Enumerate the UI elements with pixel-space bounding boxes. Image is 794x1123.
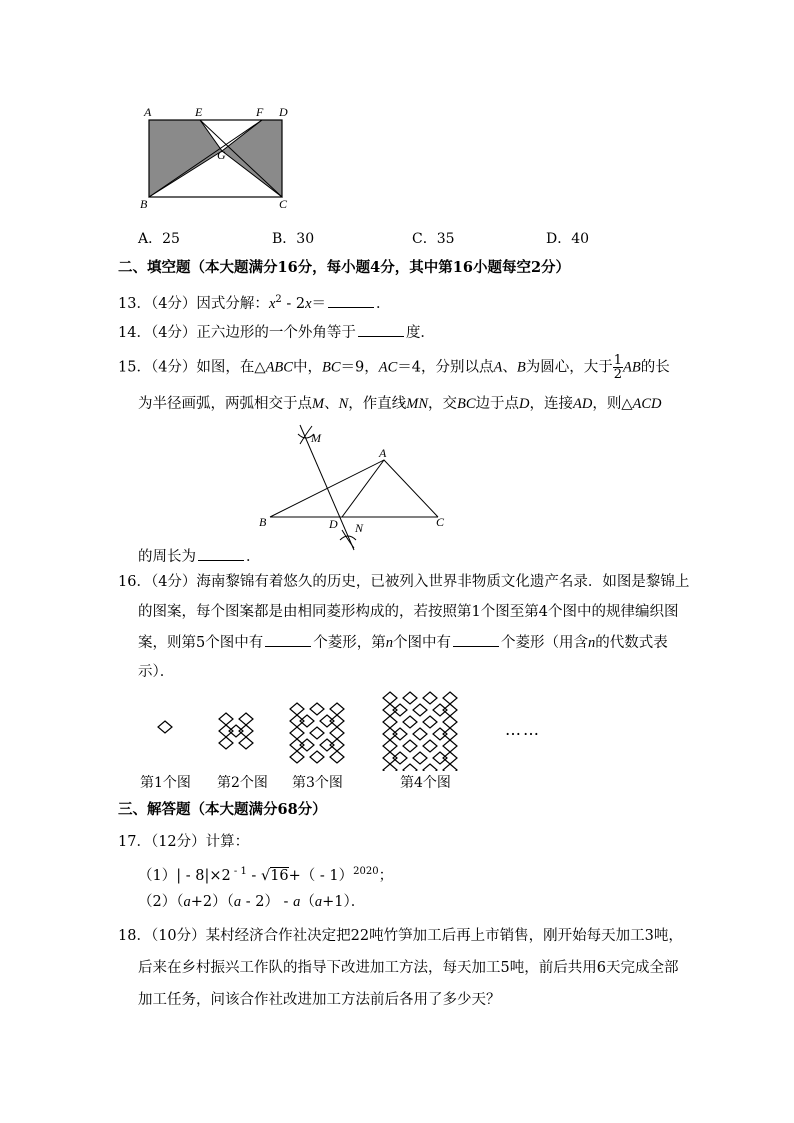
rhombus	[330, 703, 344, 715]
rhombus	[158, 721, 172, 733]
rhombus	[393, 704, 407, 716]
rhombus	[443, 764, 457, 771]
answer-blank[interactable]	[265, 632, 311, 647]
answer-blank[interactable]	[453, 632, 499, 647]
question-16-line-3: 案，则第5个图中有 个菱形，第n个图中有 个菱形（用含n的代数式表	[138, 632, 668, 653]
question-17-part-2: （2）（a+2）（a - 2） - a（a+1）．	[138, 894, 366, 910]
shaded-left-region	[149, 120, 222, 197]
rhombus	[443, 728, 457, 740]
question-15-line-3: 的周长为 ．	[138, 546, 261, 567]
question-16-line-2: 的图案，每个图案都是由相同菱形构成的，若按照第1个图至第4个图中的规律编织图	[138, 604, 679, 620]
rhombus	[443, 740, 457, 752]
label-E: E	[195, 105, 203, 119]
rhombus-pattern-4	[380, 689, 470, 771]
rhombus	[300, 739, 314, 751]
rhombus	[383, 716, 397, 728]
label-D: D	[279, 105, 288, 119]
rhombus	[290, 703, 304, 715]
rhombus	[443, 704, 457, 716]
rhombus	[219, 737, 233, 749]
caption-fig-4: 第4个图	[400, 775, 451, 791]
rhombus	[239, 713, 253, 725]
rhombus	[413, 752, 427, 764]
triangle-figure	[250, 420, 460, 555]
rhombus	[330, 715, 344, 727]
question-16-line-1: 16．（4分）海南黎锦有着悠久的历史，已被列入世界非物质文化遗产名录．如图是黎锦上	[118, 574, 690, 590]
rhombus	[330, 727, 344, 739]
question-18-line-2: 后来在乡村振兴工作队的指导下改进加工方法，每天加工5吨，前后共用6天完成全部	[138, 960, 679, 976]
option-a[interactable]: A．25	[138, 231, 180, 247]
answer-blank[interactable]	[328, 293, 374, 308]
rhombus	[219, 725, 233, 737]
rhombus	[290, 751, 304, 763]
question-15-line-2: 为半径画弧，两弧相交于点M、N，作直线MN，交BC边于点D，连接AD，则△ACD	[138, 396, 662, 412]
shaded-right-region	[222, 120, 282, 197]
label-M: M	[311, 431, 321, 445]
question-15-line-1: 15．（4分）如图，在△ABC中，BC＝9，AC＝4，分别以点A、B为圆心，大于 $\frac{1}{2}$ AB的长	[118, 353, 670, 382]
rhombus	[433, 752, 447, 764]
rhombus	[239, 725, 253, 737]
rhombus	[423, 764, 437, 771]
rhombus	[403, 716, 417, 728]
rhombus	[310, 751, 324, 763]
ellipsis-dots: ……	[505, 720, 541, 739]
question-17-title: 17．（12分）计算：	[118, 834, 250, 850]
option-b[interactable]: B．30	[272, 231, 315, 247]
label-A: A	[144, 105, 152, 119]
label-C: C	[279, 197, 288, 211]
rhombus	[443, 752, 457, 764]
rhombus	[433, 704, 447, 716]
rhombus	[290, 739, 304, 751]
fraction-one-half: $\frac{1}{2}$	[613, 353, 622, 382]
option-d[interactable]: D．40	[546, 231, 590, 247]
rhombus	[423, 740, 437, 752]
label-C: C	[436, 515, 445, 529]
rhombus	[219, 713, 233, 725]
rhombus	[403, 764, 417, 771]
rhombus-pattern-3	[287, 700, 357, 764]
rhombus	[413, 728, 427, 740]
caption-fig-2: 第2个图	[217, 775, 268, 791]
rhombus	[423, 716, 437, 728]
label-N: N	[355, 521, 364, 535]
rhombus	[300, 715, 314, 727]
rhombus	[443, 692, 457, 704]
label-G: G	[217, 148, 226, 162]
question-18-line-3: 加工任务，问该合作社改进加工方法前后各用了多少天？	[138, 992, 501, 1008]
rectangle-figure	[136, 102, 296, 214]
rhombus	[383, 740, 397, 752]
rhombus	[290, 715, 304, 727]
answer-blank[interactable]	[198, 546, 244, 561]
rhombus	[320, 715, 334, 727]
rhombus	[423, 692, 437, 704]
question-17-part-1: （1）| - 8|×2 $^{- 1}$ - √16+（ - 1）$^{2020}$；	[138, 866, 394, 884]
rhombus	[403, 692, 417, 704]
rhombus	[443, 716, 457, 728]
rhombus	[433, 728, 447, 740]
rhombus	[330, 739, 344, 751]
rhombus	[413, 704, 427, 716]
question-14: 14．（4分）正六边形的一个外角等于 度．	[118, 322, 435, 343]
label-B: B	[140, 197, 148, 211]
label-D: D	[329, 517, 338, 531]
rhombus	[383, 764, 397, 771]
rhombus	[239, 737, 253, 749]
question-18-line-1: 18．（10分）某村经济合作社决定把22吨竹笋加工后再上市销售，刚开始每天加工3吨，	[118, 928, 683, 944]
option-c[interactable]: C．35	[412, 231, 455, 247]
question-13: 13．（4分）因式分解：$x^2 - 2x=$ ．	[118, 294, 391, 312]
rhombus	[310, 703, 324, 715]
rhombus	[403, 740, 417, 752]
label-A: A	[379, 446, 387, 460]
rhombus	[383, 752, 397, 764]
rhombus	[383, 728, 397, 740]
answer-blank[interactable]	[358, 322, 404, 337]
label-F: F	[256, 105, 264, 119]
caption-fig-3: 第3个图	[292, 775, 343, 791]
rhombus	[290, 727, 304, 739]
caption-fig-1: 第1个图	[140, 775, 191, 791]
section-3-heading: 三、解答题（本大题满分68分）	[118, 801, 327, 818]
rhombus	[320, 739, 334, 751]
rhombus	[229, 725, 243, 737]
rhombus	[383, 704, 397, 716]
rhombus-pattern-2	[216, 710, 266, 756]
section-2-heading: 二、填空题（本大题满分16分，每小题4分，其中第16小题每空2分）	[118, 259, 571, 276]
rhombus	[310, 727, 324, 739]
rhombus	[330, 751, 344, 763]
rhombus	[393, 728, 407, 740]
rhombus	[383, 692, 397, 704]
rhombus-pattern-1	[155, 718, 185, 746]
question-16-line-4: 示）．	[138, 664, 175, 680]
rhombus	[393, 752, 407, 764]
label-B: B	[259, 515, 267, 529]
